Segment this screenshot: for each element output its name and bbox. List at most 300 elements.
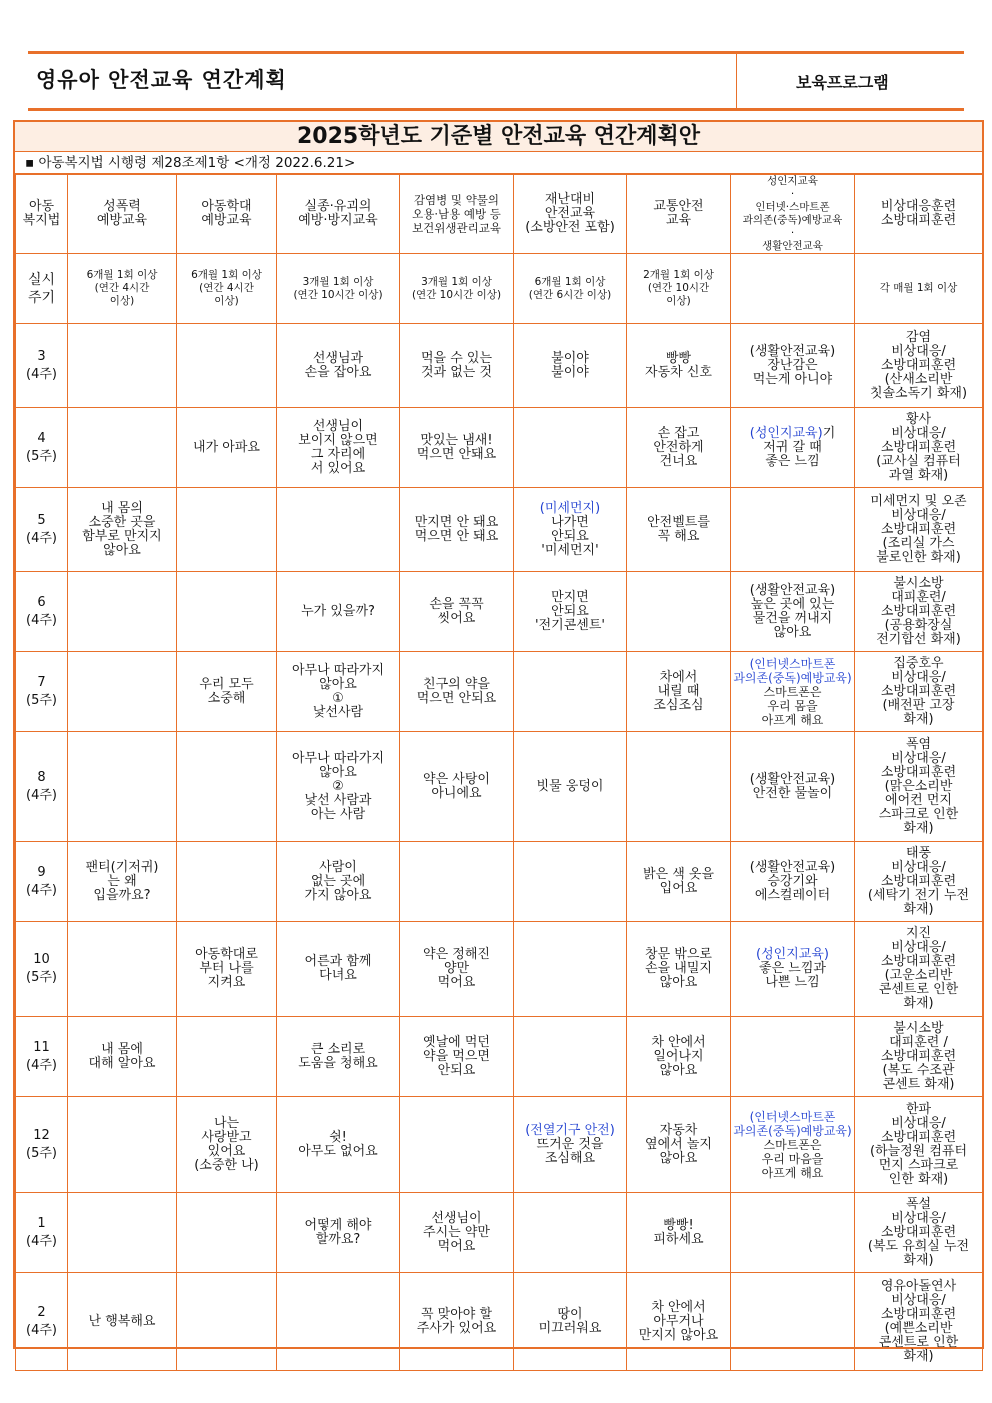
cell-text: 것과 없는 것 bbox=[420, 364, 493, 380]
cell-text: (4주) bbox=[26, 612, 57, 628]
cell-text: 교통안전 bbox=[653, 199, 704, 214]
cycle-value bbox=[68, 254, 177, 324]
cell-text: 4 bbox=[37, 430, 46, 446]
cell-text: 사람이 bbox=[319, 859, 357, 875]
plan-cell bbox=[400, 324, 514, 408]
cell-text: 콘센트 화재) bbox=[882, 1076, 955, 1092]
cell-text: 불시소방 bbox=[893, 1020, 944, 1036]
cell-text: 꼭 맞아야 할 bbox=[420, 1306, 493, 1322]
cell-text: 비상대응/ bbox=[891, 940, 946, 955]
plan-cell bbox=[177, 1097, 277, 1193]
column-header bbox=[731, 175, 855, 254]
cell-text: 2 bbox=[37, 1304, 46, 1320]
plan-cell bbox=[277, 1017, 400, 1097]
cell-text: (맑은소리반 bbox=[884, 778, 953, 794]
cell-text: 화재) bbox=[903, 1348, 934, 1364]
cell-text: 6 bbox=[37, 594, 46, 610]
plan-cell bbox=[855, 842, 983, 922]
cell-text: 소중해 bbox=[207, 690, 246, 706]
cell-text: (5주) bbox=[26, 1145, 57, 1161]
month-row bbox=[16, 408, 983, 488]
plan-cell bbox=[177, 408, 277, 488]
cell-text: 화재) bbox=[903, 711, 934, 727]
plan-cell bbox=[731, 1097, 855, 1193]
cell-text: 소방대피훈련 bbox=[880, 1048, 957, 1064]
cell-text: 6개월 1회 이상 bbox=[534, 275, 606, 288]
cell-text: (5주) bbox=[26, 970, 57, 985]
cell-text: 오용·남용 예방 등 bbox=[412, 207, 501, 221]
plan-cell bbox=[514, 324, 627, 408]
cell-text: 전기합선 화재) bbox=[876, 631, 961, 647]
plan-cell bbox=[400, 922, 514, 1017]
cell-text: 소방대피훈련 bbox=[880, 213, 957, 228]
plan-cell bbox=[731, 1193, 855, 1273]
month-label bbox=[16, 1273, 68, 1371]
plan-cell bbox=[277, 842, 400, 922]
cell-text: (성인지교육)기 bbox=[749, 425, 836, 441]
plan-cell bbox=[400, 408, 514, 488]
plan-cell bbox=[400, 1193, 514, 1273]
plan-cell bbox=[627, 488, 731, 572]
cell-text: 안전한 물놀이 bbox=[752, 785, 833, 801]
cell-text: 소방대피훈련 bbox=[880, 873, 957, 889]
cell-text: (배전판 고장 bbox=[882, 697, 955, 713]
annual-plan-table bbox=[13, 120, 984, 1364]
plan-cell bbox=[731, 922, 855, 1017]
plan-cell bbox=[400, 488, 514, 572]
cell-text: 폭설 bbox=[905, 1196, 932, 1212]
cell-text: 대해 알아요 bbox=[88, 1055, 156, 1071]
plan-cell bbox=[177, 652, 277, 732]
cell-text: 꼭 해요 bbox=[657, 528, 700, 544]
cell-text: 손을 내밀지 bbox=[645, 961, 712, 976]
cycle-value bbox=[177, 254, 277, 324]
plan-cell bbox=[731, 324, 855, 408]
header-top-rule bbox=[28, 51, 964, 54]
cell-text: 선생님과 bbox=[312, 350, 364, 366]
month-label bbox=[16, 324, 68, 408]
cell-text: 집중호우 bbox=[893, 655, 944, 671]
cell-text: 아니에요 bbox=[431, 785, 482, 801]
plan-cell bbox=[277, 1273, 400, 1371]
cell-text: (생활안전교육) bbox=[749, 771, 836, 787]
cell-text: 스파크로 인한 bbox=[878, 806, 959, 822]
plan-cell bbox=[177, 572, 277, 652]
plan-cell bbox=[400, 1273, 514, 1371]
cell-text: 안전교육 bbox=[544, 206, 596, 221]
cell-text: 보이지 않으면 bbox=[298, 432, 378, 448]
cell-text: 소방대피훈련 bbox=[880, 954, 957, 969]
cell-text: 칫솔소독기 화재) bbox=[869, 385, 968, 401]
cell-text: 함부로 만지지 bbox=[82, 528, 162, 544]
month-row bbox=[16, 652, 983, 732]
cell-text: 6개월 1회 이상 bbox=[191, 269, 262, 281]
column-header bbox=[855, 175, 983, 254]
column-header-row bbox=[16, 175, 983, 254]
cell-text: 친구의 약을 bbox=[423, 676, 490, 692]
cell-text: 만지면 안 돼요 bbox=[414, 514, 499, 530]
cell-text: 서 있어요 bbox=[310, 460, 366, 476]
cell-text: (연간 10시간 이상) bbox=[411, 288, 502, 301]
cell-text: 영유아돌연사 bbox=[880, 1278, 957, 1294]
cell-text: 대피훈련 / bbox=[889, 1034, 948, 1050]
cell-text: 에스컬레이터 bbox=[754, 887, 831, 903]
plan-cell bbox=[177, 842, 277, 922]
plan-cell bbox=[400, 842, 514, 922]
plan-cell bbox=[514, 408, 627, 488]
plan-cell bbox=[627, 1193, 731, 1273]
cell-text: 안되요 bbox=[551, 603, 589, 619]
cell-text: 비상대응/ bbox=[891, 750, 946, 766]
plan-cell bbox=[277, 1193, 400, 1273]
cell-text: 화재) bbox=[903, 901, 934, 917]
plan-cell bbox=[68, 732, 177, 842]
plan-cell bbox=[68, 1273, 177, 1371]
cell-text: 아프게 해요 bbox=[761, 712, 824, 727]
plan-cell bbox=[514, 922, 627, 1017]
month-row bbox=[16, 324, 983, 408]
cycle-value bbox=[731, 254, 855, 324]
cell-text: 어른과 함께 bbox=[304, 954, 372, 969]
cell-text: 할까요? bbox=[315, 1231, 361, 1247]
cell-text: · bbox=[790, 227, 795, 239]
cycle-value bbox=[627, 254, 731, 324]
plan-cell bbox=[177, 922, 277, 1017]
cell-text: 예방교육 bbox=[201, 213, 252, 228]
cell-text: 과의존(중독)예방교육) bbox=[733, 1123, 852, 1138]
cell-text: (인터넷스마트폰 bbox=[749, 656, 836, 671]
plan-grid bbox=[15, 174, 983, 1371]
cell-text: 주사가 있어요 bbox=[416, 1320, 497, 1336]
month-row bbox=[16, 732, 983, 842]
cell-text: 도움을 청해요 bbox=[298, 1055, 378, 1071]
cell-text: 에어컨 먼지 bbox=[885, 792, 952, 808]
cell-text: (생활안전교육) bbox=[749, 582, 836, 598]
cell-text: 소중한 곳을 bbox=[88, 514, 156, 530]
cell-text: 않아요 bbox=[773, 624, 812, 640]
cell-text: 이상) bbox=[214, 295, 239, 307]
cell-text: 지진 bbox=[905, 926, 932, 941]
cell-text: 아무나 따라가지 bbox=[291, 750, 385, 766]
cell-text: 비상대응훈련 bbox=[880, 199, 957, 214]
plan-cell bbox=[855, 1193, 983, 1273]
cell-text: 우리 모두 bbox=[199, 676, 254, 692]
plan-cell bbox=[277, 732, 400, 842]
header-bottom-rule bbox=[28, 108, 964, 111]
cell-text: 난 행복해요 bbox=[88, 1313, 156, 1329]
month-row bbox=[16, 1017, 983, 1097]
cycle-value bbox=[514, 254, 627, 324]
cell-text: 성폭력 bbox=[103, 199, 141, 214]
cell-text: 나가면 bbox=[551, 514, 589, 530]
cell-text: 비상대응/ bbox=[891, 669, 946, 685]
cell-text: 11 bbox=[33, 1039, 50, 1055]
plan-title: 2025학년도 기준별 안전교육 연간계획안 bbox=[15, 122, 982, 152]
plan-cell bbox=[177, 324, 277, 408]
cell-text: 이상) bbox=[109, 295, 135, 307]
cell-text: (소중한 나) bbox=[194, 1157, 259, 1173]
cell-text: 안전하게 bbox=[653, 439, 704, 455]
cell-text: 않아요 bbox=[659, 975, 698, 990]
column-header bbox=[68, 175, 177, 254]
cell-text: (4주) bbox=[26, 1233, 57, 1249]
cell-text: (5주) bbox=[26, 448, 57, 464]
cell-text: 맛있는 냄새! bbox=[420, 432, 493, 448]
section-label: 보육프로그램 bbox=[796, 73, 889, 92]
plan-cell bbox=[627, 408, 731, 488]
cell-text: 소방대피훈련 bbox=[880, 521, 957, 537]
cell-text: 낯선사람 bbox=[312, 704, 364, 720]
cell-text: 아동학대 bbox=[201, 199, 252, 214]
cell-text: 좋은 느낌과 bbox=[759, 961, 826, 976]
cell-text: 비상대응/ bbox=[891, 1210, 946, 1226]
cell-text: 약은 정해진 bbox=[423, 947, 490, 962]
cell-text: (4주) bbox=[26, 787, 57, 803]
column-header bbox=[627, 175, 731, 254]
cell-text: 빗물 웅덩이 bbox=[536, 778, 604, 794]
month-row bbox=[16, 842, 983, 922]
month-label bbox=[16, 1097, 68, 1193]
cell-text: 누가 있을까? bbox=[301, 603, 375, 619]
cell-text: 아동학대로 bbox=[195, 947, 258, 962]
cell-text: (복도 유희실 누전 bbox=[867, 1238, 970, 1254]
plan-cell bbox=[514, 1273, 627, 1371]
cell-text: (조리실 가스 bbox=[882, 535, 955, 551]
month-label bbox=[16, 1193, 68, 1273]
cell-text: 소방대피훈련 bbox=[880, 1129, 957, 1145]
cell-text: 불시소방 bbox=[893, 575, 944, 591]
cell-text: 내가 아파요 bbox=[193, 439, 260, 455]
cell-text: 는 왜 bbox=[107, 873, 137, 889]
plan-cell bbox=[731, 1273, 855, 1371]
plan-cell bbox=[855, 324, 983, 408]
cell-text: 팬티(기저귀) bbox=[85, 859, 159, 875]
month-label bbox=[16, 488, 68, 572]
cell-text: 밝은 색 옷을 bbox=[642, 866, 715, 882]
cell-text: 뜨거운 것을 bbox=[536, 1136, 604, 1152]
plan-cell bbox=[68, 572, 177, 652]
cell-text: 12 bbox=[33, 1127, 50, 1143]
cell-text: 없는 곳에 bbox=[310, 873, 366, 889]
cell-text: 비상대응/ bbox=[891, 1292, 946, 1308]
plan-cell bbox=[68, 1193, 177, 1273]
plan-cell bbox=[177, 732, 277, 842]
cell-text: 피하세요 bbox=[653, 1231, 704, 1247]
cell-text: 먹어요 bbox=[437, 975, 476, 990]
cell-text: 교육 bbox=[665, 213, 692, 228]
plan-cell bbox=[627, 1097, 731, 1193]
cell-text: '미세먼지' bbox=[541, 542, 599, 558]
cell-text: 한파 bbox=[905, 1101, 932, 1117]
cell-text: 승강기와 bbox=[767, 873, 818, 889]
cell-text: 감염 bbox=[905, 329, 932, 345]
cell-text: 입어요 bbox=[659, 880, 698, 896]
plan-cell bbox=[627, 1273, 731, 1371]
cell-text: 9 bbox=[37, 864, 46, 880]
cell-text: 내 몸에 bbox=[101, 1041, 143, 1057]
plan-cell bbox=[68, 1097, 177, 1193]
cell-text: (4주) bbox=[26, 882, 57, 898]
cell-text: 사랑받고 bbox=[201, 1129, 252, 1145]
plan-cell bbox=[277, 652, 400, 732]
cell-text: 장난감은 bbox=[767, 357, 818, 373]
cell-text: 이상) bbox=[666, 295, 691, 307]
cell-text: 먹으면 안 돼요 bbox=[414, 528, 499, 544]
cell-text: 그 자리에 bbox=[310, 446, 366, 462]
plan-cell bbox=[177, 1193, 277, 1273]
cell-text: (성인지교육) bbox=[756, 947, 829, 962]
cell-text: 내릴 때 bbox=[657, 683, 700, 699]
cell-text: 미세먼지 및 오존 bbox=[870, 493, 967, 509]
plan-cell bbox=[68, 1017, 177, 1097]
cell-text: 비상대응/ bbox=[891, 507, 946, 523]
cell-text: 우리 마음을 bbox=[761, 1151, 824, 1166]
cell-text: 스마트폰은 bbox=[763, 1137, 822, 1152]
cell-text: 안되요 bbox=[551, 528, 589, 544]
cell-text: 콘센트로 인한 bbox=[878, 982, 959, 997]
plan-cell bbox=[731, 842, 855, 922]
cell-text: 손 잡고 bbox=[657, 425, 700, 441]
cell-text: 소방대피훈련 bbox=[880, 357, 957, 373]
plan-cell bbox=[514, 1017, 627, 1097]
topic-tag: (성인지교육) bbox=[749, 425, 823, 441]
plan-cell bbox=[731, 488, 855, 572]
plan-cell bbox=[855, 732, 983, 842]
cell-text: 먹어요 bbox=[437, 1238, 476, 1254]
cell-text: 각 매월 1회 이상 bbox=[879, 282, 958, 294]
cell-text: (하늘정원 컴퓨터 bbox=[869, 1143, 968, 1159]
cell-text: 저귀 갈 때 bbox=[763, 439, 822, 455]
cell-text: (인터넷스마트폰 bbox=[749, 1109, 836, 1124]
cell-text: 실시 bbox=[27, 271, 56, 288]
plan-cell bbox=[68, 922, 177, 1017]
cell-text: 과의존(중독)예방교육) bbox=[733, 670, 852, 685]
month-label bbox=[16, 842, 68, 922]
cell-text: 태풍 bbox=[905, 845, 932, 861]
cell-text: 땅이 bbox=[557, 1306, 583, 1322]
column-header bbox=[400, 175, 514, 254]
month-row bbox=[16, 1273, 983, 1371]
cell-text: 손을 잡아요 bbox=[304, 364, 372, 380]
cell-text: 폭염 bbox=[905, 736, 932, 752]
cell-text: 좋은 느낌 bbox=[765, 453, 820, 469]
cell-text: 감염병 및 약물의 bbox=[413, 193, 500, 207]
plan-cell bbox=[514, 732, 627, 842]
cell-text: (연간 4시간 bbox=[94, 282, 150, 294]
cell-text: 다녀요 bbox=[319, 968, 357, 983]
column-header bbox=[514, 175, 627, 254]
cell-text: '전기콘센트' bbox=[535, 617, 605, 633]
cell-text: 약은 사탕이 bbox=[423, 771, 490, 787]
cell-text: 않아요 bbox=[659, 1062, 698, 1078]
cell-text: 미끄러워요 bbox=[538, 1320, 602, 1336]
plan-cell bbox=[68, 652, 177, 732]
cell-text: 소방대피훈련 bbox=[880, 1224, 957, 1240]
plan-cell bbox=[855, 572, 983, 652]
plan-cell bbox=[731, 572, 855, 652]
cell-text: ① bbox=[332, 690, 344, 706]
cell-text: 소방대피훈련 bbox=[880, 683, 957, 699]
cell-text: 소방대피훈련 bbox=[880, 1306, 957, 1322]
cell-text: 과열 화재) bbox=[888, 467, 949, 483]
plan-cell bbox=[627, 652, 731, 732]
month-label bbox=[16, 652, 68, 732]
month-row bbox=[16, 1193, 983, 1273]
cell-text: 화재) bbox=[903, 820, 934, 836]
cell-text: (연간 10시간 bbox=[647, 282, 710, 294]
cell-text: 지켜요 bbox=[207, 975, 246, 990]
cell-text: 약을 먹으면 bbox=[423, 1048, 490, 1064]
plan-cell bbox=[855, 408, 983, 488]
month-row bbox=[16, 572, 983, 652]
cell-text: ② bbox=[332, 778, 344, 794]
cell-text: 재난대비 bbox=[544, 192, 596, 207]
cell-text: (소방안전 포함) bbox=[525, 220, 615, 235]
cell-text: (세탁기 전기 누전 bbox=[867, 887, 970, 903]
cell-text: 황사 bbox=[905, 411, 932, 427]
cell-text: 먹으면 안되요 bbox=[416, 690, 497, 706]
cell-text: (4주) bbox=[26, 1057, 57, 1073]
cell-text: 우리 몸을 bbox=[767, 698, 818, 713]
cell-text: 않아요 bbox=[103, 542, 141, 558]
cell-text: 선생님이 bbox=[431, 1210, 482, 1226]
month-label bbox=[16, 572, 68, 652]
cell-text: 불이야 bbox=[551, 350, 589, 366]
plan-cell bbox=[400, 1097, 514, 1193]
cell-text: 7 bbox=[37, 674, 46, 690]
cell-text: 콘센트로 인한 bbox=[878, 1334, 959, 1350]
cell-text: (교사실 컴퓨터 bbox=[876, 453, 961, 469]
cell-text: 만지지 않아요 bbox=[638, 1327, 719, 1343]
cell-text: 과의존(중독)예방교육 bbox=[742, 214, 843, 226]
cell-text: 인터넷·스마트폰 bbox=[755, 201, 830, 213]
cell-text: (4주) bbox=[26, 366, 57, 382]
cell-text: 8 bbox=[37, 769, 46, 785]
cell-text: 소방대피훈련 bbox=[880, 603, 957, 619]
cell-text: 성인지교육 bbox=[767, 175, 818, 187]
cell-text: 조심조심 bbox=[653, 697, 704, 713]
cell-text: (생활안전교육) bbox=[749, 343, 836, 359]
plan-cell bbox=[627, 1017, 731, 1097]
cell-text: 안되요 bbox=[437, 1062, 476, 1078]
cell-text: (4주) bbox=[26, 1322, 57, 1338]
cell-text: 입을까요? bbox=[93, 887, 151, 903]
plan-cell bbox=[277, 922, 400, 1017]
cell-text: 자동차 bbox=[659, 1122, 698, 1138]
cell-text: 비상대응/ bbox=[891, 425, 946, 441]
cell-text: 나는 bbox=[213, 1115, 240, 1131]
cell-text: 먼지 스파크로 bbox=[878, 1157, 959, 1173]
cell-text: 화재) bbox=[903, 1252, 934, 1268]
cell-text: 물건을 꺼내지 bbox=[752, 610, 833, 626]
month-row bbox=[16, 922, 983, 1017]
plan-cell bbox=[177, 1273, 277, 1371]
plan-cell bbox=[855, 652, 983, 732]
plan-cell bbox=[627, 922, 731, 1017]
cell-text: 아무나 따라가지 bbox=[291, 662, 385, 678]
plan-cell bbox=[855, 1273, 983, 1371]
cell-text: 있어요 bbox=[207, 1143, 246, 1159]
cell-text: (4주) bbox=[26, 530, 57, 546]
cell-text: 나쁜 느낌 bbox=[765, 975, 820, 990]
plan-cell bbox=[277, 572, 400, 652]
cell-text: 어떻게 해야 bbox=[304, 1217, 372, 1233]
plan-cell bbox=[855, 922, 983, 1017]
plan-cell bbox=[68, 488, 177, 572]
cell-text: 자동차 신호 bbox=[645, 364, 712, 380]
cell-text: 인한 화재) bbox=[888, 1171, 949, 1187]
page-title: 영유아 안전교육 연간계획 bbox=[36, 68, 287, 92]
